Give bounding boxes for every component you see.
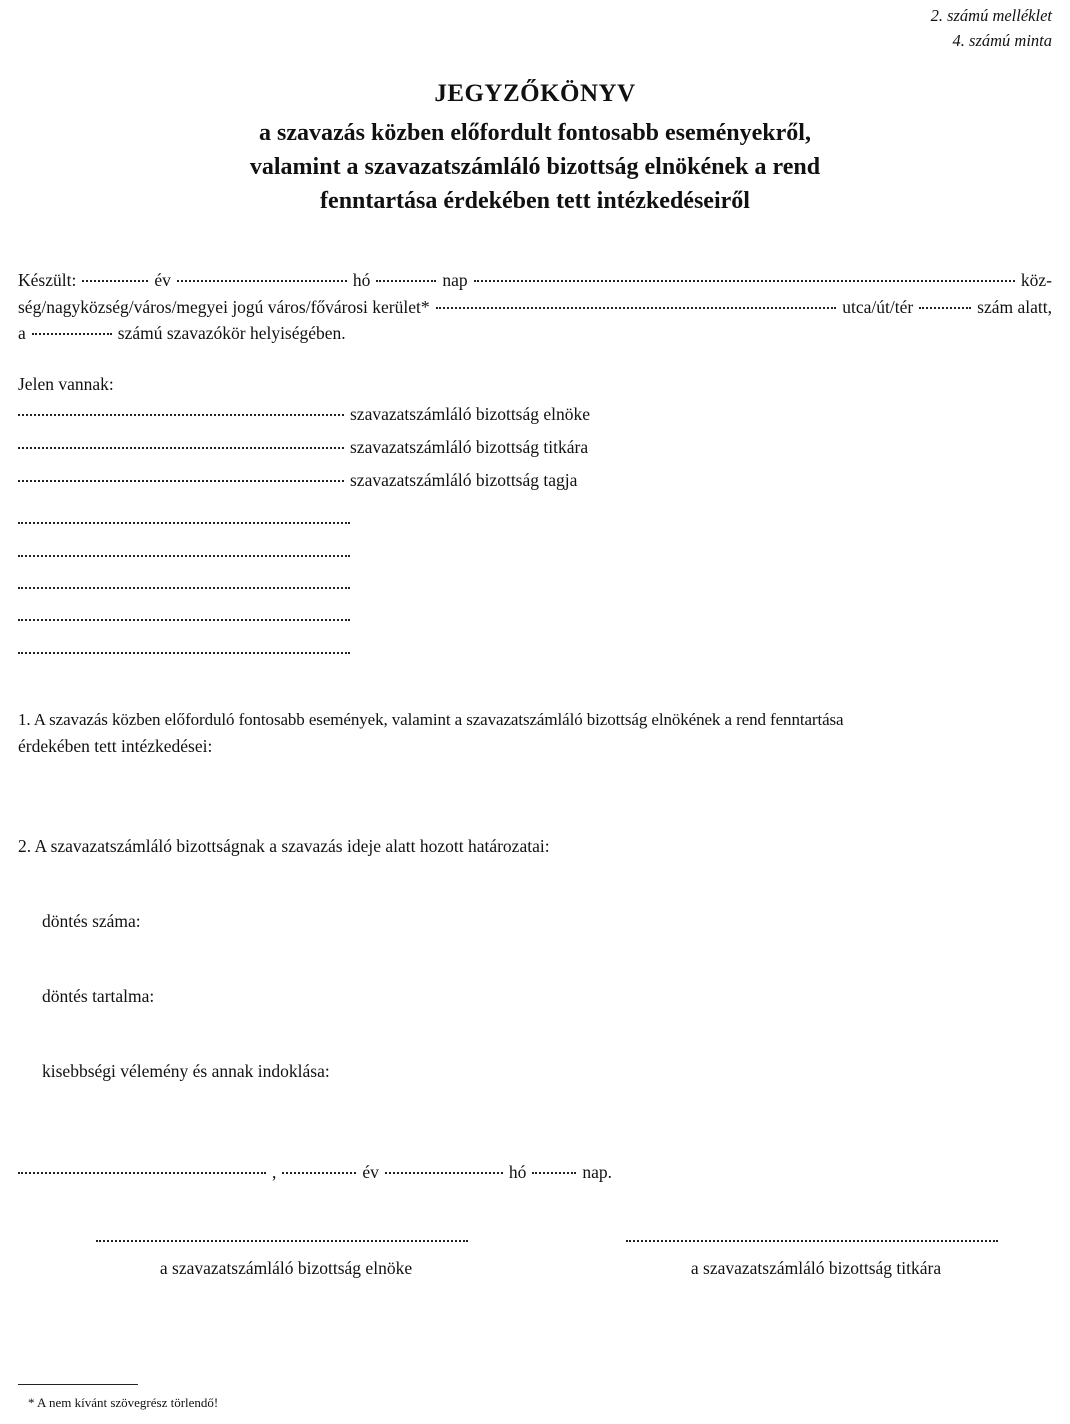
intro-line-2 — [18, 297, 1052, 318]
extra-member-blank-1[interactable] — [18, 522, 350, 524]
kozseg-start: köz- — [1020, 270, 1052, 290]
document-title: JEGYZŐKÖNYV — [434, 80, 636, 107]
intro-line-3 — [18, 323, 1052, 344]
settlement-type-text: ség/nagyközség/város/megyei jogú város/fővárosi kerület* — [18, 297, 430, 317]
date-year-label: év — [362, 1162, 379, 1182]
secretary-signature-block — [626, 1240, 1006, 1279]
date-month-label: hó — [508, 1162, 527, 1182]
annex-label: 2. számú melléklet — [930, 6, 1052, 25]
secretary-signature-caption: a szavazatszámláló bizottság titkára — [690, 1258, 942, 1278]
date-comma: , — [272, 1162, 277, 1182]
date-day-blank[interactable] — [532, 1172, 576, 1174]
house-number-label: szám alatt, — [977, 297, 1052, 317]
date-year-blank[interactable] — [282, 1172, 356, 1174]
settlement-blank[interactable] — [474, 280, 1015, 282]
present-row-secretary — [18, 437, 658, 458]
extra-member-blank-5[interactable] — [18, 652, 350, 654]
decision-number-label: döntés száma: — [42, 911, 141, 931]
place-blank[interactable] — [18, 1172, 266, 1174]
secretary-name-blank[interactable] — [18, 447, 344, 449]
footnote-rule — [18, 1384, 138, 1385]
keszult-label: Készült: — [18, 270, 77, 290]
street-blank[interactable] — [436, 307, 837, 309]
day-blank[interactable] — [376, 280, 436, 282]
section-2-heading: 2. A szavazatszámláló bizottságnak a szavazás ideje alatt hozott határozatai: — [18, 836, 550, 856]
year-label: év — [154, 270, 171, 290]
present-row-chair — [18, 404, 658, 425]
extra-member-blank-3[interactable] — [18, 587, 350, 589]
intro-line-1 — [18, 270, 1052, 291]
present-row-member — [18, 470, 658, 491]
decision-content-label: döntés tartalma: — [42, 986, 155, 1006]
chair-signature-blank[interactable] — [96, 1240, 468, 1242]
present-heading: Jelen vannak: — [18, 374, 114, 394]
sample-label: 4. számú minta — [952, 31, 1052, 50]
subtitle-line-2: valamint a szavazatszámláló bizottság elnökének a rend — [249, 154, 821, 180]
footnote: * A nem kívánt szövegrész törlendő! — [28, 1395, 219, 1410]
precinct-label: számú szavazókör helyiségében. — [117, 323, 346, 343]
date-day-label: nap. — [582, 1162, 613, 1182]
chair-signature-block — [96, 1240, 476, 1279]
role-member: szavazatszámláló bizottság tagja — [350, 470, 578, 490]
section-1-line-2: érdekében tett intézkedései: — [18, 736, 213, 756]
chair-signature-caption: a szavazatszámláló bizottság elnöke — [159, 1258, 413, 1278]
date-month-blank[interactable] — [385, 1172, 503, 1174]
secretary-signature-blank[interactable] — [626, 1240, 998, 1242]
a-label: a — [18, 323, 26, 343]
month-blank[interactable] — [177, 280, 347, 282]
subtitle-line-1: a szavazás közben előfordult fontosabb eseményekről, — [259, 120, 811, 146]
house-number-blank[interactable] — [919, 307, 971, 309]
role-secretary: szavazatszámláló bizottság titkára — [350, 437, 589, 457]
member-name-blank[interactable] — [18, 480, 344, 482]
section-1-line-1: 1. A szavazás közben előforduló fontosabb események, valamint a szavazatszámláló bizottság elnökének a rend fenntartása — [18, 710, 844, 729]
day-label: nap — [442, 270, 468, 290]
street-label: utca/út/tér — [842, 297, 914, 317]
chair-name-blank[interactable] — [18, 414, 344, 416]
year-blank[interactable] — [82, 280, 148, 282]
role-chair: szavazatszámláló bizottság elnöke — [350, 404, 591, 424]
extra-member-blank-4[interactable] — [18, 619, 350, 621]
date-line — [18, 1162, 658, 1183]
minority-opinion-label: kisebbségi vélemény és annak indoklása: — [42, 1061, 330, 1081]
extra-member-blank-2[interactable] — [18, 555, 350, 557]
subtitle-line-3: fenntartása érdekében tett intézkedéseiről — [320, 188, 750, 214]
precinct-number-blank[interactable] — [32, 333, 112, 335]
month-label: hó — [352, 270, 371, 290]
